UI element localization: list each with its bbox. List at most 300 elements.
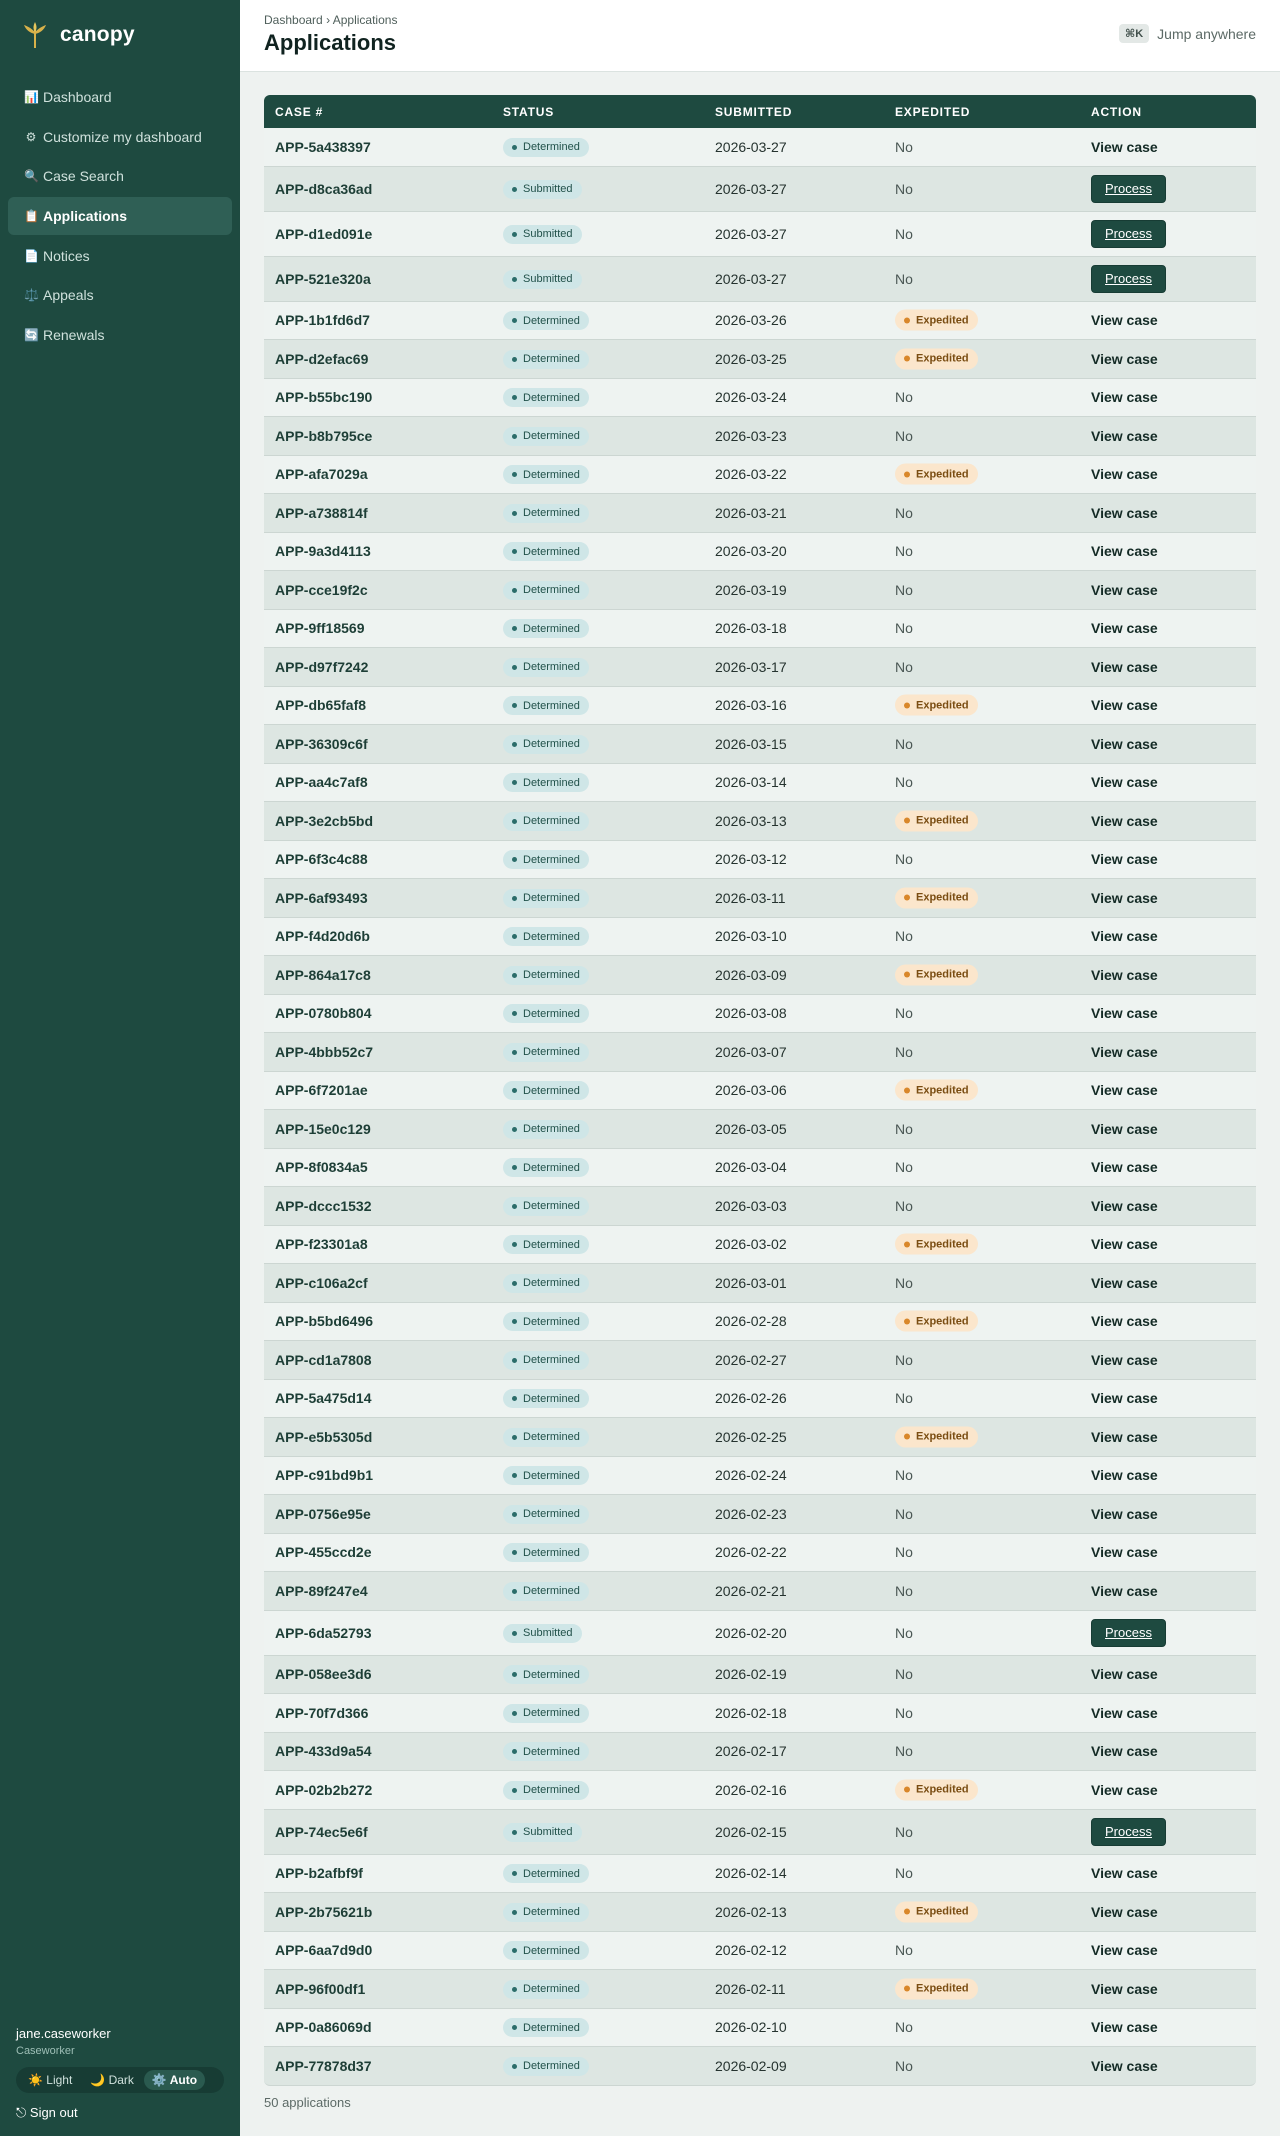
expedited-no: No — [895, 1704, 913, 1721]
status-label: Determined — [523, 353, 580, 366]
submitted-date: 2026-03-26 — [715, 312, 787, 329]
expedited-cell — [895, 1080, 978, 1101]
case-number-link[interactable]: APP-a738814f — [275, 504, 368, 521]
theme-light-option[interactable]: ☀️ Light — [28, 2073, 73, 2087]
view-case-link[interactable]: View case — [1091, 2057, 1158, 2074]
table-row — [264, 1855, 1256, 1894]
expedited-cell — [895, 1005, 913, 1021]
status-dot-icon — [512, 857, 517, 862]
submitted-date: 2026-02-22 — [715, 1544, 787, 1561]
view-case-link[interactable]: View case — [1091, 1582, 1158, 1599]
status-dot-icon — [512, 896, 517, 901]
table-row — [264, 1495, 1256, 1534]
sidebar-item-customize-my-dashboard[interactable] — [8, 118, 232, 156]
view-case-link[interactable]: View case — [1091, 889, 1158, 906]
view-case-link[interactable]: View case — [1091, 1351, 1158, 1368]
view-case-link[interactable]: View case — [1091, 1005, 1158, 1022]
case-number-link[interactable]: APP-9a3d4113 — [275, 543, 371, 560]
view-case-link[interactable]: View case — [1091, 1505, 1158, 1522]
status-cell — [503, 580, 589, 600]
action-cell — [1091, 2058, 1158, 2074]
action-cell — [1091, 1352, 1158, 1368]
status-label: Determined — [523, 1784, 580, 1797]
status-label: Determined — [523, 1354, 580, 1367]
status-cell — [503, 1741, 589, 1761]
case-number-link[interactable]: APP-f23301a8 — [275, 1236, 368, 1253]
table-row — [264, 302, 1256, 341]
action-cell — [1091, 813, 1158, 829]
action-cell — [1091, 1782, 1158, 1798]
sidebar-item-renewals[interactable] — [8, 316, 232, 354]
expedited-cell — [895, 1311, 978, 1332]
expedited-cell — [895, 659, 913, 675]
status-label: Determined — [523, 1238, 580, 1251]
status-badge — [503, 1004, 589, 1023]
sidebar-item-applications[interactable] — [8, 197, 232, 235]
expedited-cell — [895, 1426, 978, 1447]
sidebar-item-label: Applications — [43, 208, 128, 225]
sidebar-item-case-search[interactable] — [8, 157, 232, 195]
status-label: Determined — [523, 141, 580, 154]
action-cell — [1091, 1275, 1158, 1291]
table-row — [264, 1110, 1256, 1149]
view-case-link[interactable]: View case — [1091, 1313, 1158, 1330]
status-label: Determined — [523, 1944, 580, 1957]
expedited-cell — [895, 1390, 913, 1406]
case-number-link[interactable]: APP-d97f7242 — [275, 658, 369, 675]
case-number-link[interactable]: APP-d2efac69 — [275, 350, 369, 367]
expedited-badge — [895, 695, 978, 716]
sidebar-item-appeals[interactable] — [8, 276, 232, 314]
view-case-link[interactable]: View case — [1091, 1236, 1158, 1253]
case-number-link[interactable]: APP-77878d37 — [275, 2057, 372, 2074]
status-cell — [503, 1465, 589, 1485]
case-number-link[interactable]: APP-b55bc190 — [275, 389, 373, 406]
case-number-link[interactable]: APP-864a17c8 — [275, 966, 371, 983]
view-case-link[interactable]: View case — [1091, 1865, 1158, 1882]
action-cell — [1091, 1082, 1158, 1098]
status-cell — [503, 1311, 589, 1331]
case-number-link[interactable]: APP-15e0c129 — [275, 1120, 371, 1137]
sidebar-item-dashboard[interactable] — [8, 78, 232, 116]
theme-dark-option[interactable]: 🌙 Dark — [90, 2073, 134, 2087]
sidebar-item-label: Dashboard — [43, 89, 112, 105]
view-case-link[interactable]: View case — [1091, 1043, 1158, 1060]
status-badge — [503, 735, 589, 754]
status-cell — [503, 1350, 589, 1370]
status-label: Determined — [523, 2021, 580, 2034]
status-badge — [503, 388, 589, 407]
view-case-link[interactable]: View case — [1091, 138, 1158, 155]
status-dot-icon — [512, 588, 517, 593]
case-number-link[interactable]: APP-89f247e4 — [275, 1582, 368, 1599]
case-number-link[interactable]: APP-70f7d366 — [275, 1704, 369, 1721]
status-cell — [503, 1427, 589, 1447]
table-row — [264, 687, 1256, 726]
jump-anywhere-label: Jump anywhere — [1157, 25, 1256, 42]
case-number-link[interactable]: APP-dccc1532 — [275, 1197, 372, 1214]
case-number-link[interactable]: APP-4bbb52c7 — [275, 1043, 374, 1060]
case-number-link[interactable]: APP-0756e95e — [275, 1505, 371, 1522]
submitted-date: 2026-03-17 — [715, 658, 787, 675]
case-number-link[interactable]: APP-058ee3d6 — [275, 1666, 372, 1683]
sign-out-button[interactable]: ⎋ Sign out — [16, 2105, 78, 2120]
view-case-link[interactable]: View case — [1091, 697, 1158, 714]
submitted-date: 2026-03-19 — [715, 581, 787, 598]
status-dot-icon — [512, 1910, 517, 1915]
case-number-link[interactable]: APP-6aa7d9d0 — [275, 1942, 373, 1959]
expedited-label: Expedited — [916, 1238, 969, 1251]
status-label: Determined — [523, 1277, 580, 1290]
submitted-date: 2026-02-16 — [715, 1781, 787, 1798]
action-cell — [1091, 1313, 1158, 1329]
view-case-link[interactable]: View case — [1091, 2019, 1158, 2036]
expedited-no: No — [895, 1120, 913, 1137]
table-row — [264, 456, 1256, 495]
table-row — [264, 340, 1256, 379]
status-badge — [503, 658, 589, 677]
expedited-cell — [895, 428, 913, 444]
status-label: Determined — [523, 314, 580, 327]
case-number-link[interactable]: APP-d8ca36ad — [275, 180, 373, 197]
view-case-link[interactable]: View case — [1091, 312, 1158, 329]
expedited-dot-icon — [904, 972, 910, 978]
customize-my-dashboard-icon: ⚙ — [25, 129, 37, 144]
case-number-link[interactable]: APP-cce19f2c — [275, 581, 368, 598]
status-label: Determined — [523, 2060, 580, 2073]
submitted-date: 2026-02-26 — [715, 1390, 787, 1407]
status-label: Determined — [523, 507, 580, 520]
action-cell — [1091, 774, 1158, 790]
status-cell — [503, 772, 589, 792]
view-case-link[interactable]: View case — [1091, 1120, 1158, 1137]
submitted-date: 2026-03-13 — [715, 812, 787, 829]
view-case-link[interactable]: View case — [1091, 427, 1158, 444]
action-cell — [1091, 890, 1158, 906]
status-badge — [503, 1505, 589, 1524]
action-cell — [1091, 851, 1158, 867]
view-case-link[interactable]: View case — [1091, 1467, 1158, 1484]
expedited-no: No — [895, 1582, 913, 1599]
view-case-link[interactable]: View case — [1091, 389, 1158, 406]
status-badge — [503, 350, 589, 369]
case-number-link[interactable]: APP-433d9a54 — [275, 1743, 372, 1760]
view-case-link[interactable]: View case — [1091, 1390, 1158, 1407]
status-badge — [503, 465, 589, 484]
expedited-cell — [895, 1824, 913, 1840]
case-number-link[interactable]: APP-9ff18569 — [275, 620, 365, 637]
action-cell — [1091, 389, 1158, 405]
status-cell — [503, 1979, 589, 1999]
status-dot-icon — [512, 1396, 517, 1401]
table-row — [264, 257, 1256, 302]
process-button[interactable]: Process — [1091, 175, 1166, 203]
expedited-cell — [895, 505, 913, 521]
action-cell — [1091, 1942, 1158, 1958]
status-label: Determined — [523, 584, 580, 597]
process-button[interactable]: Process — [1091, 1619, 1166, 1647]
action-cell — [1091, 1619, 1166, 1647]
status-badge — [503, 1980, 589, 1999]
status-dot-icon — [512, 1165, 517, 1170]
status-badge — [503, 270, 582, 289]
table-row — [264, 1656, 1256, 1695]
submitted-date: 2026-03-27 — [715, 225, 787, 242]
expedited-cell — [895, 1743, 913, 1759]
view-case-link[interactable]: View case — [1091, 1428, 1158, 1445]
case-number-link[interactable]: APP-b8b795ce — [275, 427, 373, 444]
action-cell — [1091, 505, 1158, 521]
case-number-link[interactable]: APP-b2afbf9f — [275, 1865, 363, 1882]
submitted-date: 2026-02-09 — [715, 2057, 787, 2074]
expedited-cell — [895, 1234, 978, 1255]
status-badge — [503, 1428, 589, 1447]
theme-auto-option[interactable]: ⚙️ Auto — [144, 2070, 205, 2090]
view-case-link[interactable]: View case — [1091, 1980, 1158, 1997]
view-case-link[interactable]: View case — [1091, 966, 1158, 983]
status-dot-icon — [512, 703, 517, 708]
status-badge — [503, 1624, 582, 1643]
case-number-link[interactable]: APP-6f3c4c88 — [275, 851, 368, 868]
expedited-label: Expedited — [916, 699, 969, 712]
expedited-label: Expedited — [916, 352, 969, 365]
status-label: Determined — [523, 1546, 580, 1559]
status-label: Determined — [523, 1707, 580, 1720]
expedited-cell — [895, 1978, 978, 1999]
view-case-link[interactable]: View case — [1091, 1544, 1158, 1561]
status-label: Determined — [523, 545, 580, 558]
case-number-link[interactable]: APP-96f00df1 — [275, 1980, 366, 1997]
expedited-no: No — [895, 180, 913, 197]
status-badge — [503, 1197, 589, 1216]
case-number-link[interactable]: APP-e5b5305d — [275, 1428, 373, 1445]
case-number-link[interactable]: APP-db65faf8 — [275, 697, 367, 714]
column-header-case[interactable]: CASE # — [275, 105, 324, 119]
submitted-date: 2026-02-27 — [715, 1351, 787, 1368]
view-case-link[interactable]: View case — [1091, 735, 1158, 752]
view-case-link[interactable]: View case — [1091, 1942, 1158, 1959]
status-cell — [503, 349, 589, 369]
status-badge — [503, 1466, 589, 1485]
status-dot-icon — [512, 1830, 517, 1835]
column-header-expedited[interactable]: EXPEDITED — [895, 105, 971, 119]
expedited-dot-icon — [904, 895, 910, 901]
breadcrumb — [264, 13, 397, 27]
case-number-link[interactable]: APP-455ccd2e — [275, 1544, 372, 1561]
view-case-link[interactable]: View case — [1091, 1704, 1158, 1721]
case-number-link[interactable]: APP-6f7201ae — [275, 1082, 368, 1099]
status-badge — [503, 1043, 589, 1062]
status-cell — [503, 1664, 589, 1684]
view-case-link[interactable]: View case — [1091, 1274, 1158, 1291]
expedited-dot-icon — [904, 702, 910, 708]
status-badge — [503, 1120, 589, 1139]
view-case-link[interactable]: View case — [1091, 928, 1158, 945]
brand[interactable] — [22, 20, 135, 50]
expedited-label: Expedited — [916, 1315, 969, 1328]
table-row — [264, 956, 1256, 995]
status-badge — [503, 850, 589, 869]
column-header-submitted[interactable]: SUBMITTED — [715, 105, 793, 119]
case-number-link[interactable]: APP-aa4c7af8 — [275, 774, 368, 791]
view-case-link[interactable]: View case — [1091, 504, 1158, 521]
case-number-link[interactable]: APP-0a86069d — [275, 2019, 372, 2036]
expedited-cell — [895, 348, 978, 369]
expedited-badge — [895, 348, 978, 369]
process-button[interactable]: Process — [1091, 1818, 1166, 1846]
status-badge — [503, 696, 589, 715]
status-cell — [503, 179, 582, 199]
sidebar-item-notices[interactable] — [8, 237, 232, 275]
action-cell — [1091, 1390, 1158, 1406]
status-dot-icon — [512, 1631, 517, 1636]
view-case-link[interactable]: View case — [1091, 812, 1158, 829]
view-case-link[interactable]: View case — [1091, 1781, 1158, 1798]
status-dot-icon — [512, 187, 517, 192]
expedited-no: No — [895, 1666, 913, 1683]
status-dot-icon — [512, 1711, 517, 1716]
case-number-link[interactable]: APP-74ec5e6f — [275, 1823, 368, 1840]
column-header-action: ACTION — [1091, 105, 1142, 119]
status-label: Submitted — [523, 183, 573, 195]
case-number-link[interactable]: APP-521e320a — [275, 270, 371, 287]
expedited-badge — [895, 1779, 978, 1800]
submitted-date: 2026-03-24 — [715, 389, 787, 406]
case-number-link[interactable]: APP-2b75621b — [275, 1903, 373, 1920]
table-row — [264, 1457, 1256, 1496]
status-dot-icon — [512, 1088, 517, 1093]
table-row — [264, 1733, 1256, 1772]
action-cell — [1091, 2019, 1158, 2035]
status-cell — [503, 503, 589, 523]
status-dot-icon — [512, 472, 517, 477]
expedited-cell — [895, 774, 913, 790]
view-case-link[interactable]: View case — [1091, 350, 1158, 367]
case-number-link[interactable]: APP-36309c6f — [275, 735, 368, 752]
table-row — [264, 918, 1256, 957]
sidebar-item-label: Case Search — [43, 168, 124, 185]
case-number-link[interactable]: APP-d1ed091e — [275, 225, 373, 242]
table-row — [264, 1418, 1256, 1457]
table-row — [264, 802, 1256, 841]
view-case-link[interactable]: View case — [1091, 620, 1158, 637]
expedited-dot-icon — [904, 471, 910, 477]
submitted-date: 2026-02-21 — [715, 1582, 787, 1599]
status-label: Submitted — [523, 228, 573, 240]
case-number-link[interactable]: APP-afa7029a — [275, 466, 368, 483]
action-cell — [1091, 139, 1158, 155]
case-number-link[interactable]: APP-f4d20d6b — [275, 928, 370, 945]
submitted-date: 2026-03-05 — [715, 1120, 787, 1137]
view-case-link[interactable]: View case — [1091, 1197, 1158, 1214]
submitted-date: 2026-03-07 — [715, 1043, 787, 1060]
view-case-link[interactable]: View case — [1091, 581, 1158, 598]
expedited-no: No — [895, 1865, 913, 1882]
case-number-link[interactable]: APP-5a438397 — [275, 138, 371, 155]
expedited-dot-icon — [904, 1909, 910, 1915]
table-row — [264, 1072, 1256, 1111]
case-number-link[interactable]: APP-6af93493 — [275, 889, 368, 906]
case-number-link[interactable]: APP-5a475d14 — [275, 1390, 372, 1407]
view-case-link[interactable]: View case — [1091, 774, 1158, 791]
expedited-cell — [895, 2058, 913, 2074]
case-number-link[interactable]: APP-cd1a7808 — [275, 1351, 372, 1368]
status-dot-icon — [512, 511, 517, 516]
submitted-date: 2026-02-23 — [715, 1505, 787, 1522]
view-case-link[interactable]: View case — [1091, 851, 1158, 868]
view-case-link[interactable]: View case — [1091, 466, 1158, 483]
expedited-cell — [895, 181, 913, 197]
expedited-no: No — [895, 543, 913, 560]
expedited-dot-icon — [904, 1087, 910, 1093]
status-label: Determined — [523, 1084, 580, 1097]
action-cell — [1091, 1044, 1158, 1060]
expedited-cell — [895, 1779, 978, 1800]
case-number-link[interactable]: APP-02b2b272 — [275, 1781, 373, 1798]
process-button[interactable]: Process — [1091, 220, 1166, 248]
table-row — [264, 533, 1256, 572]
case-number-link[interactable]: APP-0780b804 — [275, 1005, 372, 1022]
expedited-no: No — [895, 1197, 913, 1214]
table-row — [264, 879, 1256, 918]
status-badge — [503, 1742, 589, 1761]
case-number-link[interactable]: APP-1b1fd6d7 — [275, 312, 370, 329]
case-number-link[interactable]: APP-8f0834a5 — [275, 1159, 368, 1176]
status-label: Determined — [523, 1200, 580, 1213]
view-case-link[interactable]: View case — [1091, 658, 1158, 675]
status-label: Submitted — [523, 1627, 573, 1639]
expedited-cell — [895, 851, 913, 867]
view-case-link[interactable]: View case — [1091, 1743, 1158, 1760]
case-number-link[interactable]: APP-c106a2cf — [275, 1274, 368, 1291]
expedited-no: No — [895, 270, 913, 287]
status-cell — [503, 734, 589, 754]
column-header-status[interactable]: STATUS — [503, 105, 555, 119]
submitted-date: 2026-03-01 — [715, 1274, 787, 1291]
expedited-no: No — [895, 1544, 913, 1561]
view-case-link[interactable]: View case — [1091, 543, 1158, 560]
case-number-link[interactable]: APP-b5bd6496 — [275, 1313, 374, 1330]
expedited-no: No — [895, 2057, 913, 2074]
sidebar-item-label: Renewals — [43, 327, 105, 344]
status-cell — [503, 224, 582, 244]
appeals-icon: ⚖️ — [24, 288, 39, 303]
view-case-link[interactable]: View case — [1091, 1159, 1158, 1176]
process-button[interactable]: Process — [1091, 265, 1166, 293]
expedited-cell — [895, 1275, 913, 1291]
view-case-link[interactable]: View case — [1091, 1082, 1158, 1099]
action-cell — [1091, 1121, 1158, 1137]
status-badge — [503, 1941, 589, 1960]
submitted-date: 2026-03-04 — [715, 1159, 787, 1176]
jump-anywhere-button[interactable] — [1119, 24, 1256, 43]
breadcrumb-dashboard-link[interactable]: Dashboard — [264, 13, 323, 27]
submitted-date: 2026-03-27 — [715, 180, 787, 197]
expedited-cell — [895, 1625, 913, 1641]
dashboard-icon: 📊 — [24, 90, 39, 104]
status-cell — [503, 426, 589, 446]
table-row — [264, 1771, 1256, 1810]
case-number-link[interactable]: APP-6da52793 — [275, 1624, 372, 1641]
view-case-link[interactable]: View case — [1091, 1666, 1158, 1683]
view-case-link[interactable]: View case — [1091, 1903, 1158, 1920]
case-number-link[interactable]: APP-c91bd9b1 — [275, 1467, 374, 1484]
action-cell — [1091, 428, 1158, 444]
case-number-link[interactable]: APP-3e2cb5bd — [275, 812, 374, 829]
status-badge — [503, 966, 589, 985]
status-label: Determined — [523, 468, 580, 481]
status-badge — [503, 581, 589, 600]
